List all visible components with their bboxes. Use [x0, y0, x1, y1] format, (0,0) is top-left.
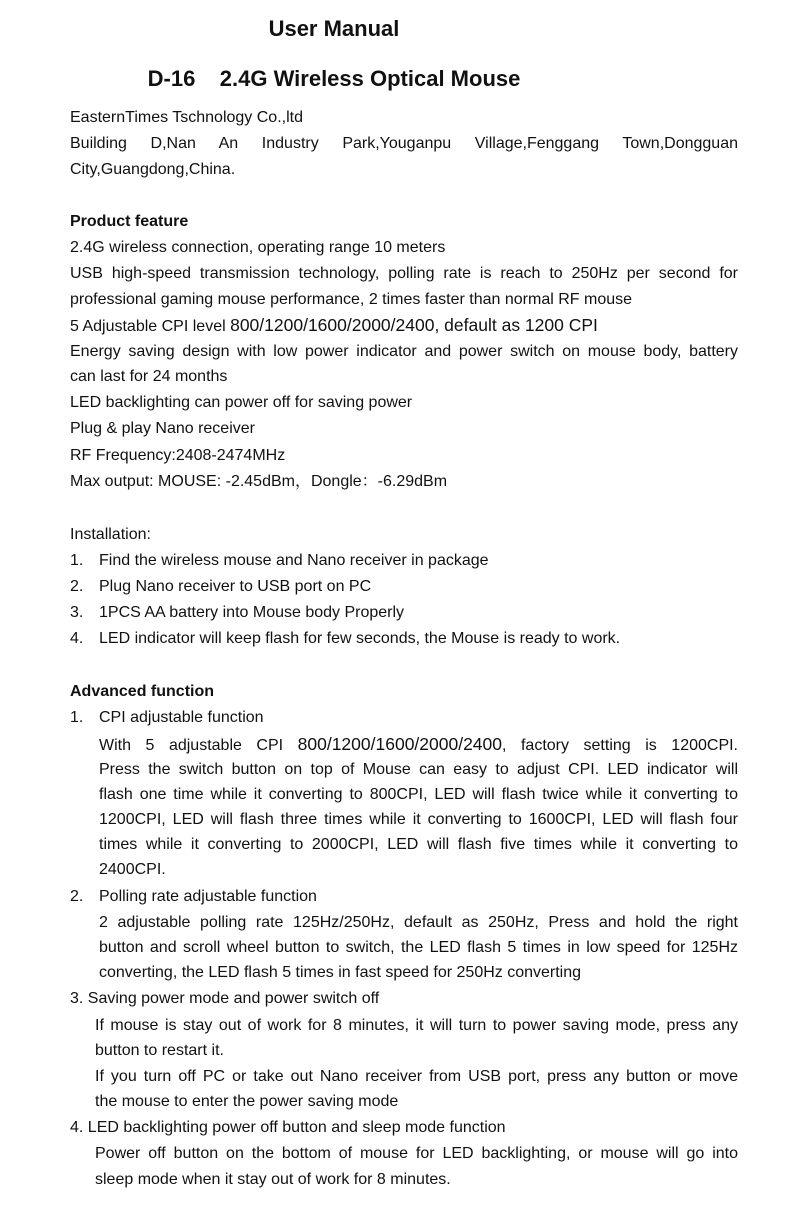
cpi-number: 1. [70, 709, 84, 726]
cpi-desc-line: 2400CPI. [99, 861, 166, 878]
cpi-values: 800/1200/1600/2000/2400, default as 1200 CPI [230, 315, 598, 335]
cpi-prefix: 5 Adjustable CPI level [70, 318, 231, 335]
step-number: 4. [70, 630, 84, 647]
led-desc-line: Power off button on the bottom of mouse for LED backlighting, or mouse will go into [95, 1145, 738, 1162]
feature-line: professional gaming mouse performance, 2 times faster than normal RF mouse [70, 291, 633, 308]
led-desc-line: sleep mode when it stay out of work for 8 minutes. [95, 1171, 451, 1188]
saving-title: 3. Saving power mode and power switch off [70, 990, 380, 1007]
feature-cpi-line [70, 315, 598, 337]
cpi-desc-values: 800/1200/1600/2000/2400 [297, 734, 503, 754]
company-address-line-2: City,Guangdong,China. [70, 161, 236, 178]
feature-line: Max output: MOUSE: -2.45dBm，Dongle：-6.29dBm [70, 473, 448, 490]
installation-heading: Installation: [70, 526, 151, 543]
feature-line: can last for 24 months [70, 368, 228, 385]
company-name: EasternTimes Tschnology Co.,ltd [70, 109, 303, 126]
installation-step: 1PCS AA battery into Mouse body Properly [99, 604, 405, 621]
cpi-title: CPI adjustable function [99, 709, 264, 726]
cpi-desc-a: With 5 adjustable CPI [99, 737, 298, 754]
installation-step: LED indicator will keep flash for few seconds, the Mouse is ready to work. [99, 630, 621, 647]
step-number: 2. [70, 578, 84, 595]
installation-step: Plug Nano receiver to USB port on PC [99, 578, 372, 595]
step-number: 1. [70, 552, 84, 569]
advanced-heading: Advanced function [70, 683, 215, 700]
feature-line: Plug & play Nano receiver [70, 420, 255, 437]
polling-title: Polling rate adjustable function [99, 888, 317, 905]
cpi-desc-line-1 [99, 734, 738, 756]
saving-desc-line: button to restart it. [95, 1042, 224, 1059]
saving-desc-line: If mouse is stay out of work for 8 minutes, it will turn to power saving mode, press any [95, 1017, 738, 1034]
product-title: D-16 2.4G Wireless Optical Mouse [147, 66, 521, 91]
polling-number: 2. [70, 888, 84, 905]
led-title: 4. LED backlighting power off button and sleep mode function [70, 1119, 506, 1136]
page-title: User Manual [268, 16, 400, 41]
polling-desc-line: button and scroll wheel button to switch, the LED flash 5 times in low speed for 125Hz [99, 939, 738, 956]
cpi-desc-line: times while it converting to 2000CPI, LED will flash five times while it converting to [99, 836, 738, 853]
company-address-line-1: Building D,Nan An Industry Park,Youganpu Village,Fenggang Town,Dongguan [70, 135, 738, 152]
step-number: 3. [70, 604, 84, 621]
cpi-desc-line: flash one time while it converting to 800CPI, LED will flash twice while it converting to [99, 786, 738, 803]
polling-desc-line: 2 adjustable polling rate 125Hz/250Hz, default as 250Hz, Press and hold the right [99, 914, 738, 931]
feature-line: RF Frequency:2408-2474MHz [70, 447, 286, 464]
polling-desc-line: converting, the LED flash 5 times in fast speed for 250Hz converting [99, 964, 582, 981]
installation-step: Find the wireless mouse and Nano receiver in package [99, 552, 489, 569]
feature-line: LED backlighting can power off for saving power [70, 394, 413, 411]
cpi-desc-c: , factory setting is 1200CPI. [502, 737, 738, 754]
cpi-desc-line: 1200CPI, LED will flash three times while it converting to 1600CPI, LED will flash four [99, 811, 738, 828]
saving-desc-line: If you turn off PC or take out Nano receiver from USB port, press any button or move [95, 1068, 738, 1085]
cpi-desc-line: Press the switch button on top of Mouse can easy to adjust CPI. LED indicator will [99, 761, 738, 778]
feature-line: 2.4G wireless connection, operating range 10 meters [70, 239, 446, 256]
product-feature-heading: Product feature [70, 213, 189, 230]
feature-line: USB high-speed transmission technology, polling rate is reach to 250Hz per second for [70, 265, 738, 282]
saving-desc-line: the mouse to enter the power saving mode [95, 1093, 399, 1110]
feature-line: Energy saving design with low power indicator and power switch on mouse body, battery [70, 343, 738, 360]
